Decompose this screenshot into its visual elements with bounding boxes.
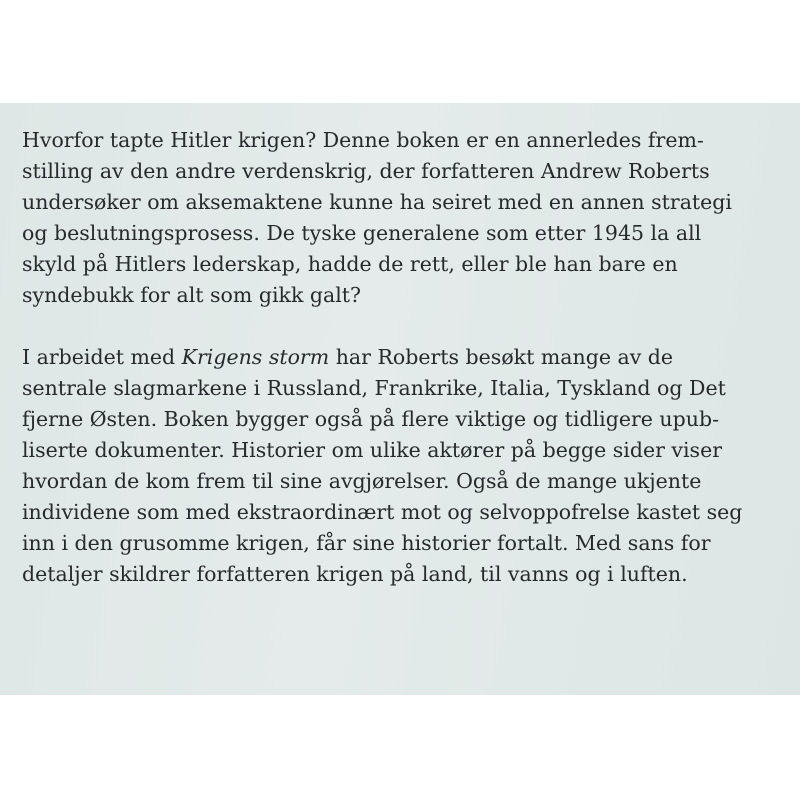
text-line: inn i den grusomme krigen, får sine historier fortalt. Med sans for (22, 531, 711, 555)
text-line: og beslutningsprosess. De tyske generalene som etter 1945 la all (22, 221, 702, 245)
text-line: detaljer skildrer forfatteren krigen på land, til vanns og i luften. (22, 562, 688, 586)
text-line: liserte dokumenter. Historier om ulike aktører på begge sider viser (22, 438, 723, 462)
text-segment: I arbeidet med (22, 345, 182, 369)
paragraph-1 (22, 125, 782, 311)
book-back-cover-photo (0, 103, 800, 695)
paragraph-2 (22, 342, 782, 590)
text-line: undersøker om aksemaktene kunne ha seiret med en annen strategi (22, 190, 732, 214)
book-title-italic: Krigens storm (181, 345, 330, 369)
text-line: syndebukk for alt som gikk galt? (22, 283, 362, 307)
text-line: individene som med ekstraordinært mot og selvoppofrelse kastet seg (22, 500, 743, 524)
text-line: skyld på Hitlers lederskap, hadde de rett, eller ble han bare en (22, 252, 678, 276)
text-line: sentrale slagmarkene i Russland, Frankrike, Italia, Tyskland og Det (22, 376, 726, 400)
blurb-text (22, 125, 782, 590)
text-line: hvordan de kom frem til sine avgjørelser. Også de mange ukjente (22, 469, 702, 493)
text-line: Hvorfor tapte Hitler krigen? Denne boken er en annerledes frem- (22, 128, 704, 152)
text-line: stilling av den andre verdenskrig, der forfatteren Andrew Roberts (22, 159, 710, 183)
text-segment: har Roberts besøkt mange av de (329, 345, 674, 369)
text-line: fjerne Østen. Boken bygger også på flere viktige og tidligere upub- (22, 407, 719, 431)
text-line (22, 342, 782, 373)
